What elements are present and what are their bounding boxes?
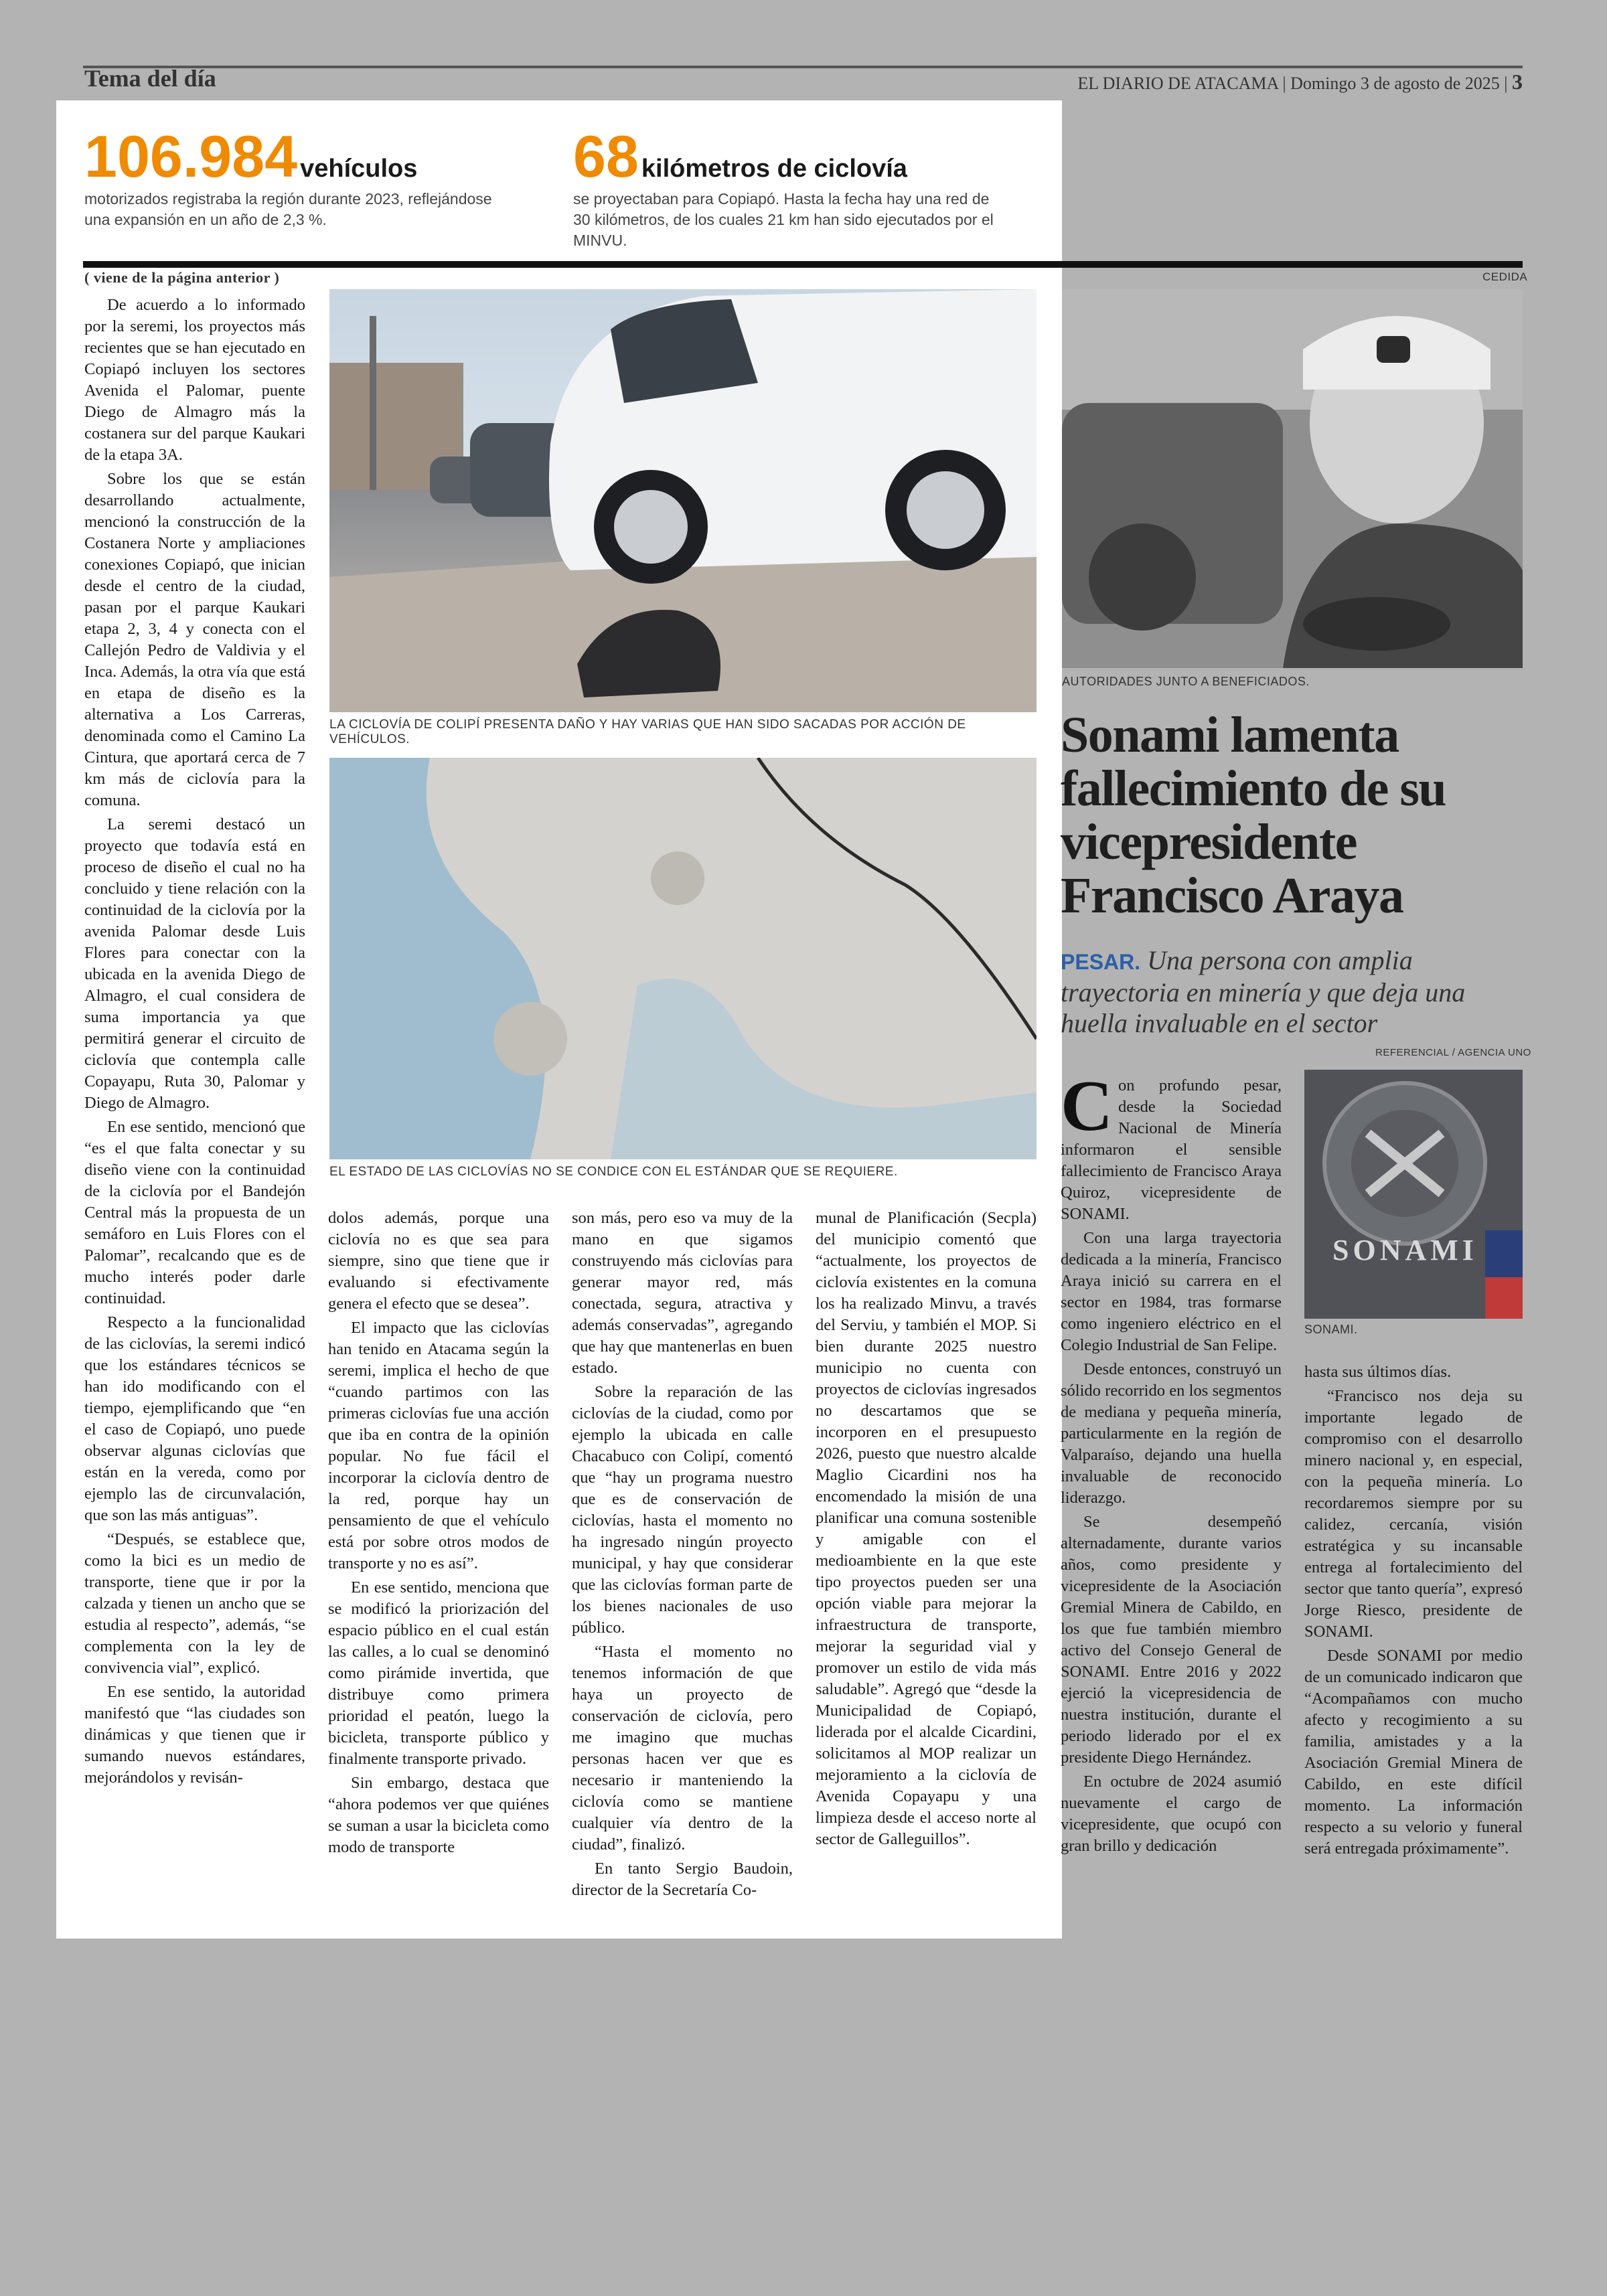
paragraph: Se desempeñó alternadamente, durante varios años, como presidente y vicepresidente de la Asociación Gremial Minera de Cabildo, en los que fue también miembro activo del Consejo General de SONAMI. Entre 2016 y 2022 ejerció la vicepresidencia de nuestra institución, durante el periodo liderado por el ex presidente Diego Hernández. xyxy=(1061,1513,1282,1767)
paragraph: Desde entonces, construyó un sólido recorrido en los segmentos de mediana y pequeña minería, particularmente en la región de Valparaíso, dejando una huella invaluable de reconocido liderazgo. xyxy=(1061,1360,1282,1507)
issue-date: | Domingo 3 de agosto de 2025 | xyxy=(1282,74,1508,93)
paragraph: munal de Planificación (Secpla) del municipio comentó que “actualmente, los proyectos de ciclovía existentes en la comuna los ha realizado Minvu, a través del Serviu, y también el MOP. Si bien durante 2025 nuestro municipio no cuenta con proyectos de ciclovías ingresados no descartamos que se incorporen en el presupuesto 2026, puesto que nuestro alcalde Maglio Cicardini nos ha encomendado la misión de una planificar una comuna sostenible y amigable con el medioambiente en la que este tipo proyectos pueden ser una opción viable para mejorar la infraestructura de transporte, mejorar la seguridad vial y promover un estilo de vida más saludable”. Agregó que “desde la Municipalidad de Copiapó, liderada por el alcalde Cicardini, solicitamos al MOP realizar un mejoramiento a la ciclovía de Avenida Copayapu y una limpieza desde el acceso norte al sector de Galleguillos”. xyxy=(816,1209,1037,1848)
paragraph: En ese sentido, la autoridad manifestó que “las ciudades son dinámicas y que tienen que ir sumando nuevos estándares, mejorándolos y revisán- xyxy=(84,1683,305,1787)
paragraph: En tanto Sergio Baudoin, director de la Secretaría Co- xyxy=(572,1860,793,1899)
paragraph: hasta sus últimos días. xyxy=(1304,1363,1452,1381)
paragraph xyxy=(1061,1066,1282,1225)
stat-vehicles xyxy=(84,123,553,230)
stat-desc-line: 30 kilómetros, de los cuales 21 km han sido ejecutados por el xyxy=(573,211,994,228)
paragraph-text: on profundo pesar, desde la Sociedad Nacional de Minería informaron el sensible fallecimiento de Francisco Araya Quiroz, vicepresidente de SONAMI. xyxy=(1061,1076,1282,1223)
paragraph: Sobre los que se están desarrollando actualmente, mencionó la construcción de la Costanera Norte y ampliaciones conexiones Copiapó, que inician desde el centro de la ciudad, pasan por el parque Kaukari etapa 2, 3, 4 y conecta con el Callejón Pedro de Valdivia y el Inca. Además, la otra vía que está en etapa de diseño es la alternativa a Los Carreras, denominada como el Camino La Cintura, que aportará cerca de 7 km más de ciclovía para la comuna. xyxy=(84,470,305,809)
paragraph: “Después, se establece que, como la bici es un medio de transporte, tiene que ir por la calzada y tienen un ancho que se estudia al respecto”, además, “se complementa con la ley de convivencia vial”, explicó. xyxy=(84,1530,305,1677)
paragraph: “Francisco nos deja su importante legado de compromiso con el desarrollo minero nacional y, en especial, con la pequeña minería. Lo recordaremos siempre por su calidez, cercanía, visión estratégica y su incansable entrega al fortalecimiento del sector que tanto quería”, expresó Jorge Riesco, presidente de SONAMI. xyxy=(1304,1387,1523,1641)
stat-desc-line: una expansión en un año de 2,3 %. xyxy=(84,211,327,228)
section-divider xyxy=(83,261,1523,268)
photo-street-cars xyxy=(329,289,1037,712)
stat-description xyxy=(84,189,553,230)
stat-unit: kilómetros de ciclovía xyxy=(641,155,907,183)
continued-note: ( viene de la página anterior ) xyxy=(84,269,280,286)
stat-desc-line: MINVU. xyxy=(573,232,627,249)
photo-caption: EL ESTADO DE LAS CICLOVÍAS NO SE CONDICE CON EL ESTÁNDAR QUE SE REQUIERE. xyxy=(329,1165,898,1179)
subtitle-text: Una persona con amplia trayectoria en minería y que deja una huella invaluable en el sector xyxy=(1061,945,1466,1038)
paragraph: De acuerdo a lo informado por la seremi, los proyectos más recientes que se han ejecutado en Copiapó incluyen los sectores Avenida el Palomar, puente Diego de Almagro más la costanera sur del parque Kaukari de la etapa 3A. xyxy=(84,296,305,464)
photo-credit: CEDIDA xyxy=(1482,270,1528,283)
paragraph: Sin embargo, destaca que “ahora podemos ver que quiénes se suman a usar la bicicleta como modo de transporte xyxy=(328,1774,549,1856)
side-column-1 xyxy=(1061,1066,1282,1860)
paragraph: Con una larga trayectoria dedicada a la minería, Francisco Araya inició su carrera en el sector en 1984, tras formarse como ingeniero eléctrico en el Colegio Industrial de San Felipe. xyxy=(1061,1229,1282,1354)
side-column-2 xyxy=(1304,1362,1523,1862)
photo-caption: AUTORIDADES JUNTO A BENEFICIADOS. xyxy=(1062,675,1310,688)
photo-caption: SONAMI. xyxy=(1304,1323,1358,1336)
newspaper-name: EL DIARIO DE ATACAMA xyxy=(1077,74,1278,93)
article-column-4 xyxy=(816,1208,1037,1853)
photo-damaged-bikeway xyxy=(329,758,1037,1159)
section-label: Tema del día xyxy=(84,65,216,92)
article-column-3 xyxy=(572,1208,793,1904)
stat-description xyxy=(573,189,1042,251)
article-column-2 xyxy=(328,1208,549,1861)
logo-wordmark: SONAMI xyxy=(1332,1234,1478,1266)
page-number: 3 xyxy=(1512,70,1523,94)
stat-desc-line: se proyectaban para Copiapó. Hasta la fecha hay una red de xyxy=(573,190,990,208)
article-column-1 xyxy=(84,295,305,1791)
paragraph: En ese sentido, mencionó que “es el que falta conectar y su diseño viene con la continuidad de la ciclovía por el Bandejón Central más la propuesta de un semáforo en Luis Flores con el Palomar”, recalcando que es de mucho interés poder darle continuidad. xyxy=(84,1118,305,1307)
paragraph: Desde SONAMI por medio de un comunicado indicaron que “Acompañamos con mucho afecto y recogimiento a su familia, amistades y a la Asociación Gremial Minera de Cabildo, en este difícil momento. La información respecto a su velorio y funeral será entregada próximamente”. xyxy=(1304,1647,1523,1858)
stat-unit: vehículos xyxy=(300,155,418,183)
stat-desc-line: motorizados registraba la región durante 2023, reflejándose xyxy=(84,190,492,208)
photo-francisco-araya xyxy=(1062,289,1523,668)
header-rule xyxy=(83,66,1523,68)
stat-bikeways xyxy=(573,123,1042,251)
drop-cap: C xyxy=(1061,1066,1113,1146)
paragraph: En octubre de 2024 asumió nuevamente el cargo de vicepresidente, que ocupó con gran brillo y dedicación xyxy=(1061,1773,1282,1855)
photo-credit: REFERENCIAL / AGENCIA UNO xyxy=(1375,1047,1531,1058)
paragraph: “Hasta el momento no tenemos información de que haya un proyecto de conservación de ciclovía, pero me imagino que muchas personas hacen ver que es necesario ir manteniendo la ciclovía como se mantiene cualquier vía dentro de la ciudad”, finalizó. xyxy=(572,1643,793,1854)
photo-sonami-logo xyxy=(1304,1070,1523,1319)
photo-caption: LA CICLOVÍA DE COLIPÍ PRESENTA DAÑO Y HAY VARIAS QUE HAN SIDO SACADAS POR ACCIÓN DE VEHÍCULOS. xyxy=(329,718,966,746)
paragraph: La seremi destacó un proyecto que todavía está en proceso de diseño el cual no ha concluido y tiene relación con la continuidad de la ciclovía por la avenida Palomar desde Luis Flores para conectar con la ubicada en la avenida Diego de Almagro, el cual considera de suma importancia ya que permitirá generar el circuito de ciclovía que contempla calle Copayapu, Ruta 30, Palomar y Diego de Almagro. xyxy=(84,815,305,1112)
stat-number: 106.984 xyxy=(84,123,298,189)
side-article-subtitle xyxy=(1061,945,1523,1039)
paragraph: Respecto a la funcionalidad de las ciclovías, la seremi indicó que los estándares técnicos se han ido modificando con el tiempo, ejemplificando que “en el caso de Copiapó, uno puede observar algunas ciclovías que están en la vereda, como por ejemplo las de circunvalación, que son las más antiguas”. xyxy=(84,1313,305,1524)
paragraph: El impacto que las ciclovías han tenido en Atacama según la seremi, implica el hecho de que “cuando partimos con las primeras ciclovías fue una acción que iba en contra de la opinión popular. No fue fácil el incorporar la ciclovía dentro de la red, porque hay un pensamiento de que el vehículo está por sobre otros modos de transporte y no es así”. xyxy=(328,1319,549,1572)
paragraph: dolos además, porque una ciclovía no es que sea para siempre, sino que tiene que ir evaluando si efectivamente genera el efecto que se desea”. xyxy=(328,1209,549,1313)
stat-number: 68 xyxy=(573,123,639,189)
header-meta xyxy=(1077,70,1523,94)
kicker: PESAR. xyxy=(1061,950,1141,974)
paragraph: son más, pero eso va muy de la mano en que sigamos construyendo más ciclovías para generar mayor red, más conectada, segura, atractiva y además conservadas”, agregando que hay que mantenerlas en buen estado. xyxy=(572,1209,793,1377)
paragraph: Sobre la reparación de las ciclovías de la ciudad, como por ejemplo la ubicada en calle Chacabuco con Colipí, comentó que “hay un programa nuestro que es de conservación de ciclovías, hasta el momento no ha ingresado ningún proyecto municipal, y hay que considerar que las ciclovías forman parte de los bienes nacionales de uso público. xyxy=(572,1383,793,1637)
paragraph: En ese sentido, menciona que se modificó la priorización del espacio público en el cual están las calles, a lo cual se denominó como pirámide invertida, que distribuye como primera prioridad el peatón, luego la bicicleta, transporte público y finalmente transporte privado. xyxy=(328,1578,549,1768)
side-article-title: Sonami lamenta fallecimiento de su vicepresidente Francisco Araya xyxy=(1061,707,1446,924)
